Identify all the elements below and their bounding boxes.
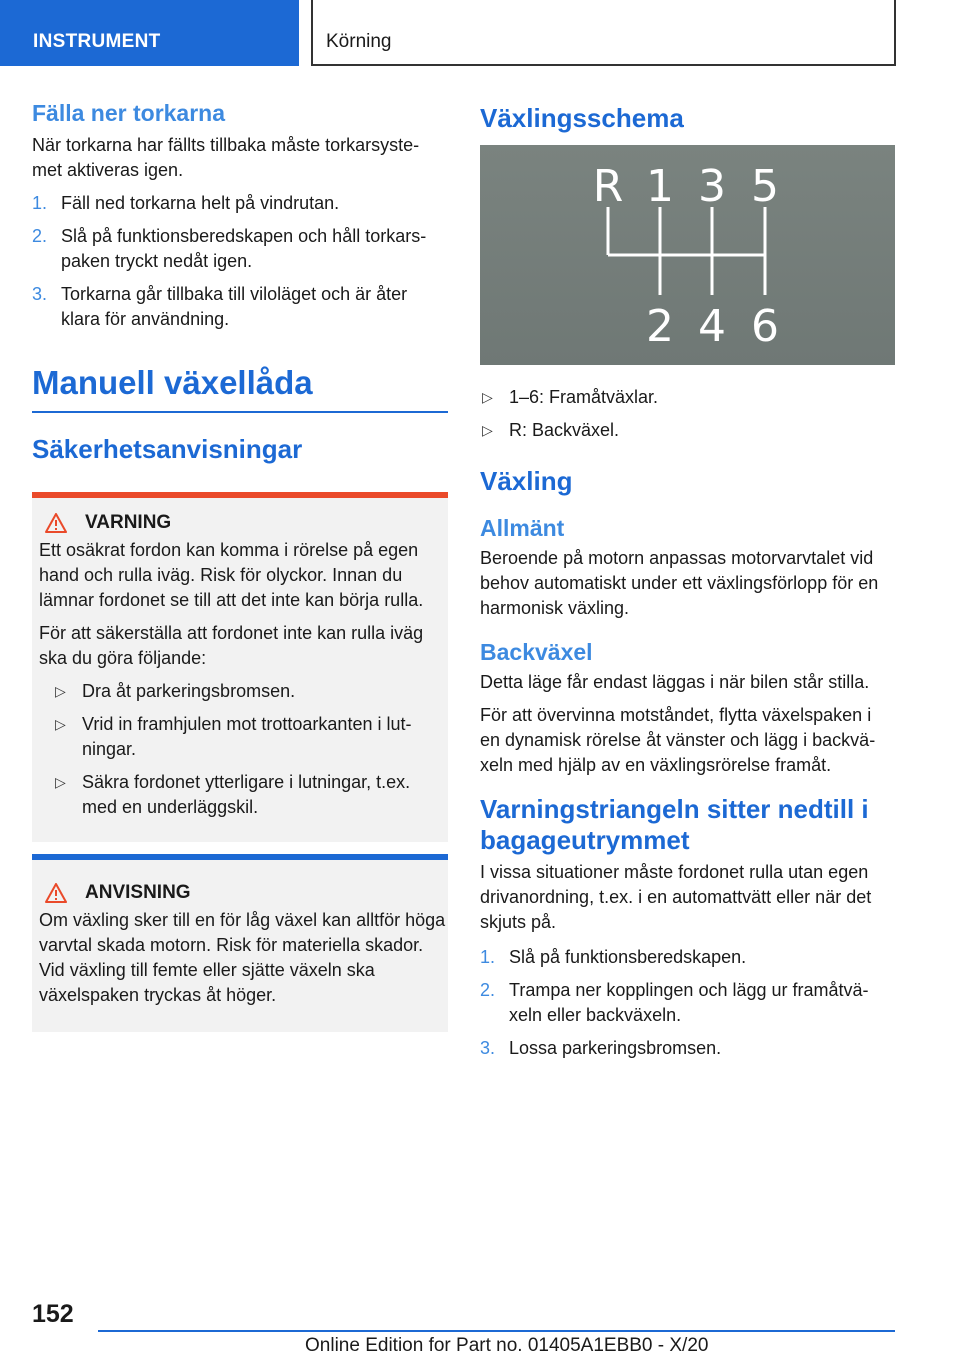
reverse-text-2: För att övervinna motståndet, flytta växelspaken i en dynamisk rörelse åt vänster och lägg i backvä-xeln med hjälp av en växlingsrörelse framåt. [480,705,876,775]
general-heading: Allmänt [480,515,565,541]
bullet-triangle-icon: ▷ [482,421,493,438]
bullet-triangle-icon: ▷ [482,388,493,405]
list-item: ▷ Dra åt parkeringsbromsen. [39,679,448,704]
notice-text: Om växling sker till en för låg växel kan alltför höga varvtal skada motorn. Risk för materiella skador. Vid växling till femte eller sjätte växeln ska växelspaken tryckas åt höger. [39,909,446,1005]
reverse-text: Detta läge får endast läggas i när bilen står stilla. [480,672,870,692]
page-number: 152 [32,1300,74,1328]
footer-divider [98,1330,895,1332]
heading-divider [32,411,448,413]
wipers-heading: Fälla ner torkarna [32,100,226,126]
footer-edition: Online Edition for Part no. 01405A1EBB0 - X/20 [305,1335,709,1356]
gear-label: 5 [751,160,779,212]
safety-heading: Säkerhetsanvisningar [32,434,303,465]
triangle-heading: Varningstriangeln sitter nedtill i bagageutrymmet [480,794,869,856]
warning-triangle-icon [45,883,67,903]
bullet-triangle-icon: ▷ [55,773,66,790]
right-column [480,100,896,1069]
left-column [32,100,448,1032]
header-chapter-label: Körning [326,31,392,52]
list-item: ▷ Vrid in framhjulen mot trottoarkanten i lut-ningar. [55,713,412,759]
notice-title [39,882,448,904]
general-text: Beroende på motorn anpassas motorvarvtalet vid behov automatiskt under ett växlingsförlopp för en harmonisk växling. [480,548,879,618]
header-section-label: INSTRUMENT [33,31,161,52]
list-item: 3. Torkarna går tillbaka till viloläget och är åter klara för användning. [32,284,408,329]
notice-label: ANVISNING [85,881,191,903]
warning-text: Ett osäkrat fordon kan komma i rörelse på egen hand och rulla iväg. Risk för olyckor. Innan du lämnar fordonet se till att det inte kan börja rulla. [39,539,424,610]
warning-triangle-icon [45,513,67,533]
shifting-heading: Växling [480,465,573,496]
header-section-tab [0,0,299,66]
list-item: ▷ Säkra fordonet ytterligare i lutningar, t.ex. med en underläggskil. [55,771,411,817]
gear-label: 1 [646,160,674,212]
notice-box [32,854,448,1032]
list-item: 3. Lossa parkeringsbromsen. [480,1038,722,1059]
header-chapter-tab [311,0,896,66]
shift-schema-heading: Växlingsschema [480,103,684,133]
gear-label: R [592,160,624,212]
list-item: 1. Slå på funktionsberedskapen. [480,947,747,968]
wipers-steps [32,191,448,332]
triangle-text: I vissa situationer måste fordonet rulla utan egen drivanordning, t.ex. i en automattvätt eller när det skjuts på. [480,862,872,933]
wipers-intro: När torkarna har fällts tillbaka måste torkarsyste-met aktiveras igen. [32,135,420,180]
gear-label: 4 [698,300,726,352]
gear-label: 6 [751,300,779,352]
warning-label: VARNING [85,511,172,533]
manual-gearbox-heading: Manuell växellåda [32,364,313,401]
tow-steps [480,945,896,1061]
list-item: ▷ R: Backväxel. [480,418,896,443]
warning-text-2: För att säkerställa att fordonet inte kan rulla iväg ska du göra följande: [39,622,424,668]
list-item: 2. Slå på funktionsberedskapen och håll torkars-paken tryckt nedåt igen. [32,226,427,271]
gear-label: 2 [646,300,674,352]
warning-box [32,492,448,842]
list-item: 1. Fäll ned torkarna helt på vindrutan. [32,193,340,213]
shift-pattern-diagram [480,145,895,365]
schema-bullets [480,385,896,443]
shift-pattern-image [480,145,895,365]
warning-bullets [39,679,448,820]
list-item: 2. Trampa ner kopplingen och lägg ur framåtvä-xeln eller backväxeln. [480,980,869,1026]
reverse-heading: Backväxel [480,639,593,665]
list-item: ▷ 1–6: Framåtväxlar. [480,385,896,410]
warning-title [39,512,448,534]
gear-label: 3 [698,160,726,212]
bullet-triangle-icon: ▷ [55,715,66,732]
bullet-triangle-icon: ▷ [55,682,66,699]
